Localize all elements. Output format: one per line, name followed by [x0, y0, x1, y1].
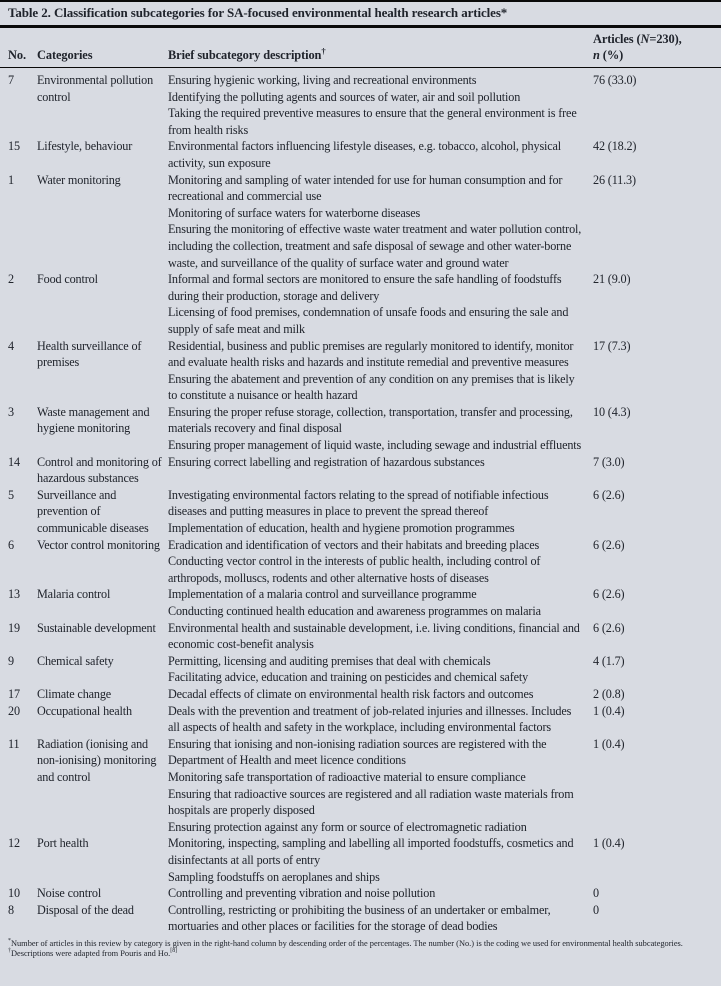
row-descriptions: [168, 138, 593, 171]
row-category: Chemical safety: [37, 653, 114, 668]
description-item: Licensing of food premises, condemnation of unsafe foods and ensuring the sale and supply of safe meat and milk: [168, 305, 569, 336]
row-number: 13: [8, 587, 20, 602]
description-item: Ensuring proper management of liquid waste, including sewage and industrial effluents: [168, 438, 582, 453]
row-descriptions: [168, 454, 593, 471]
row-number: 10: [8, 886, 20, 901]
row-descriptions: [168, 686, 593, 703]
row-articles-count: 2 (0.8): [593, 686, 625, 701]
table-row: [8, 653, 721, 686]
row-articles-count: 6 (2.6): [593, 537, 625, 552]
table-row: [8, 404, 721, 454]
row-category: Radiation (ionising and non-ionising) monitoring and control: [37, 736, 157, 784]
row-descriptions: [168, 703, 593, 736]
table-title: [0, 0, 721, 28]
description-item: Ensuring correct labelling and registration of hazardous substances: [168, 454, 485, 469]
row-number: 14: [8, 454, 20, 469]
row-articles-count: 6 (2.6): [593, 587, 625, 602]
footnote-dagger: †Descriptions were adapted from Pouris and Ho.[8]: [8, 948, 178, 958]
row-articles-count: 0: [593, 902, 599, 917]
reference-8: [8]: [170, 948, 178, 955]
table-row: [8, 703, 721, 736]
row-descriptions: [168, 620, 593, 653]
description-item: Conducting continued health education and awareness programmes on malaria: [168, 604, 541, 618]
row-number: 20: [8, 703, 20, 718]
row-category: Control and monitoring of hazardous substances: [37, 454, 162, 486]
row-number: 12: [8, 836, 20, 851]
description-item: Ensuring the proper refuse storage, collection, transportation, transfer and processing, materials recovery and final disposal: [168, 404, 573, 436]
description-item: Sampling foodstuffs on aeroplanes and ships: [168, 869, 380, 884]
description-item: Facilitating advice, education and training on pesticides and chemical safety: [168, 670, 529, 685]
description-item: Residential, business and public premises are regularly monitored to identify, monitor and evaluate health risks and hazards and institute remedial and preventive measures: [168, 338, 574, 370]
row-descriptions: [168, 487, 593, 537]
description-item: Decadal effects of climate on environmental health risk factors and outcomes: [168, 686, 534, 701]
row-descriptions: [168, 338, 593, 404]
table-title-text: Table 2. Classification subcategories for SA-focused environmental health research articles*: [8, 5, 508, 20]
row-articles-count: 76 (33.0): [593, 73, 637, 87]
row-number: 17: [8, 686, 20, 701]
description-item: Ensuring the abatement and prevention of any condition on any premises that is likely to constitute a nuisance or health hazard: [168, 371, 575, 403]
row-number: 9: [8, 653, 14, 668]
table-row: [8, 736, 721, 836]
description-item: Controlling and preventing vibration and noise pollution: [168, 886, 436, 901]
row-number: 6: [8, 537, 14, 552]
row-descriptions: [168, 835, 593, 885]
table-row: [8, 537, 721, 587]
row-descriptions: [168, 404, 593, 454]
row-descriptions: [168, 172, 593, 272]
row-category: Malaria control: [37, 587, 111, 602]
description-item: Ensuring protection against any form or source of electromagnetic radiation: [168, 819, 527, 834]
row-articles-count: 42 (18.2): [593, 139, 637, 154]
description-item: Permitting, licensing and auditing premises that deal with chemicals: [168, 653, 491, 668]
table-row: [8, 271, 721, 337]
row-number: 15: [8, 139, 20, 154]
table-row: [8, 338, 721, 404]
description-item: Ensuring that ionising and non-ionising radiation sources are registered with the Department of Health and meet licence conditions: [168, 736, 547, 768]
row-number: 19: [8, 620, 20, 635]
description-item: Ensuring the monitoring of effective waste water treatment and water pollution control, including the collection, treatment and safe disposal of sewage and other water-borne waste, and surveillance of the quality of surface water and ground water: [168, 222, 582, 270]
column-header-articles: Articles (N=230), n (%): [593, 32, 682, 62]
table-row: [8, 138, 721, 171]
dagger-footnote-marker: †: [8, 948, 11, 955]
description-item: Informal and formal sectors are monitored to ensure the safe handling of foodstuffs during their production, storage and delivery: [168, 272, 562, 303]
description-item: Implementation of education, health and hygiene promotion programmes: [168, 521, 515, 536]
description-item: Monitoring and sampling of water intended for use for human consumption and for recreational and commercial use: [168, 172, 563, 204]
asterisk-footnote-marker: *: [8, 938, 11, 945]
description-item: Monitoring safe transportation of radioactive material to ensure compliance: [168, 769, 526, 784]
row-articles-count: 1 (0.4): [593, 836, 625, 851]
table-footnotes: [0, 935, 721, 959]
table-body: [0, 68, 721, 935]
description-item: Taking the required preventive measures to ensure that the general environment is free from health risks: [168, 106, 577, 137]
table-header-row: [0, 28, 721, 68]
table-row: [8, 454, 721, 487]
row-descriptions: [168, 537, 593, 587]
row-descriptions: [168, 736, 593, 836]
row-descriptions: [168, 586, 593, 619]
row-articles-count: 0: [593, 886, 599, 901]
row-descriptions: [168, 653, 593, 686]
row-number: 7: [8, 73, 14, 87]
row-category: Noise control: [37, 886, 102, 901]
column-header-description: Brief subcategory description†: [168, 45, 326, 62]
row-articles-count: 6 (2.6): [593, 620, 625, 635]
description-item: Identifying the polluting agents and sources of water, air and soil pollution: [168, 89, 521, 104]
row-number: 4: [8, 338, 14, 353]
row-descriptions: [168, 72, 593, 138]
row-articles-count: 1 (0.4): [593, 703, 625, 718]
row-category: Surveillance and prevention of communicable diseases: [37, 487, 149, 536]
dagger-footnote-marker: †: [321, 45, 326, 56]
row-category: Water monitoring: [37, 172, 121, 187]
description-item: Implementation of a malaria control and surveillance programme: [168, 587, 477, 602]
row-number: 5: [8, 487, 14, 502]
table-row: [8, 586, 721, 619]
row-descriptions: [168, 271, 593, 337]
table-row: [8, 487, 721, 537]
row-descriptions: [168, 902, 593, 935]
row-number: 8: [8, 902, 14, 917]
row-number: 11: [8, 736, 20, 751]
column-header-no: No.: [8, 47, 26, 62]
row-articles-count: 4 (1.7): [593, 653, 625, 668]
row-category: Disposal of the dead: [37, 902, 134, 917]
description-item: Monitoring of surface waters for waterborne diseases: [168, 205, 421, 220]
row-category: Food control: [37, 272, 98, 287]
row-articles-count: 7 (3.0): [593, 454, 625, 469]
row-articles-count: 21 (9.0): [593, 272, 631, 287]
description-item: Ensuring that radioactive sources are registered and all radiation waste materials from hospitals are properly disposed: [168, 786, 574, 818]
row-descriptions: [168, 885, 593, 902]
table-row: [8, 172, 721, 272]
description-item: Ensuring hygienic working, living and recreational environments: [168, 73, 477, 87]
row-articles-count: 17 (7.3): [593, 338, 631, 353]
footnote-asterisk: *Number of articles in this review by category is given in the right-hand column by descending order of the percentages. The number (No.) is the coding we used for environmental health subcategories.: [8, 938, 683, 948]
row-articles-count: 26 (11.3): [593, 172, 636, 187]
row-category: Occupational health: [37, 703, 132, 718]
row-category: Waste management and hygiene monitoring: [37, 404, 150, 436]
row-category: Port health: [37, 836, 89, 851]
description-item: Conducting vector control in the interests of public health, including control of arthropods, molluscs, rodents and other alternative hosts of diseases: [168, 554, 541, 585]
description-item: Controlling, restricting or prohibiting the business of an undertaker or embalmer, mortuaries and other places or facilities for the storage of dead bodies: [168, 902, 551, 934]
row-category: Health surveillance of premises: [37, 338, 142, 370]
description-item: Monitoring, inspecting, sampling and labelling all imported foodstuffs, cosmetics and disinfectants at all ports of entry: [168, 836, 574, 867]
table-row: [8, 835, 721, 885]
row-number: 3: [8, 404, 14, 419]
row-category: Environmental pollution control: [37, 73, 154, 104]
row-category: Climate change: [37, 686, 112, 701]
description-item: Environmental factors influencing lifestyle diseases, e.g. tobacco, alcohol, physical activity, sun exposure: [168, 139, 562, 170]
row-articles-count: 6 (2.6): [593, 487, 625, 502]
row-category: Lifestyle, behaviour: [37, 139, 133, 154]
description-item: Investigating environmental factors relating to the spread of notifiable infectious diseases and putting measures in place to prevent the spread thereof: [168, 487, 549, 519]
description-item: Deals with the prevention and treatment of job-related injuries and illnesses. Includes all aspects of health and safety in the workplace, including environmental factors: [168, 703, 572, 735]
table-row: [8, 620, 721, 653]
table-row: [8, 885, 721, 902]
description-item: Environmental health and sustainable development, i.e. living conditions, financial and economic cost-benefit analysis: [168, 620, 580, 652]
table-row: [8, 686, 721, 703]
row-number: 1: [8, 172, 14, 187]
table-row: [8, 72, 721, 138]
table-row: [8, 902, 721, 935]
row-number: 2: [8, 272, 14, 287]
row-category: Vector control monitoring: [37, 537, 160, 552]
row-category: Sustainable development: [37, 620, 156, 635]
row-articles-count: 1 (0.4): [593, 736, 625, 751]
row-articles-count: 10 (4.3): [593, 404, 631, 419]
description-item: Eradication and identification of vectors and their habitats and breeding places: [168, 537, 540, 552]
column-header-categories: Categories: [37, 47, 93, 62]
